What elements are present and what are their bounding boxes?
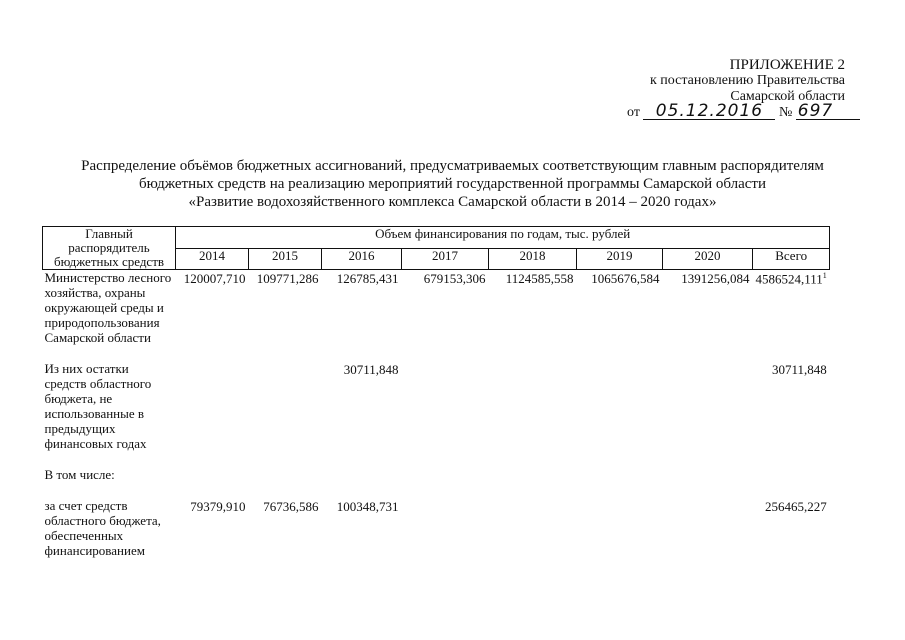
row-spacer xyxy=(43,482,830,498)
cell-value xyxy=(577,498,663,558)
cell-total: 30711,848 xyxy=(772,362,827,377)
decree-number: 697 xyxy=(796,104,860,120)
row-label: за счет средств областного бюджета, обеспеченных финансированием xyxy=(44,498,161,558)
title-line-2: бюджетных средств на реализацию мероприятий государственной программы Самарской области xyxy=(139,176,766,192)
cell-value: 679153,306 xyxy=(423,271,486,286)
row-spacer xyxy=(43,345,830,361)
title-line-3: «Развитие водохозяйственного комплекса Самарской области в 2014 – 2020 годах» xyxy=(188,194,717,210)
header-distributor: Главный распорядитель бюджетных средств xyxy=(43,227,176,270)
year-header: 2017 xyxy=(402,248,489,270)
cell-value xyxy=(577,361,663,451)
cell-value xyxy=(663,498,753,558)
cell-value xyxy=(489,498,577,558)
appendix-title: ПРИЛОЖЕНИЕ 2 xyxy=(729,57,845,73)
table-row xyxy=(43,467,830,482)
year-header: 2020 xyxy=(663,248,753,270)
appendix-region: Самарской области xyxy=(730,89,845,104)
table-row xyxy=(43,361,830,451)
cell-value xyxy=(663,361,753,451)
row-spacer xyxy=(43,451,830,467)
from-label: от xyxy=(627,105,640,120)
year-header: 2014 xyxy=(176,248,249,270)
row-label: В том числе: xyxy=(44,467,115,482)
decree-date: 05.12.2016 xyxy=(643,104,775,120)
cell-value xyxy=(249,361,322,451)
cell-value: 120007,710 xyxy=(183,271,246,286)
year-header: 2018 xyxy=(489,248,577,270)
cell-value xyxy=(402,361,489,451)
cell-value: 1124585,558 xyxy=(505,271,574,286)
cell-value xyxy=(489,361,577,451)
document-title xyxy=(30,157,875,211)
row-label: Из них остатки средств областного бюджета, не использованные в предыдущих финансовых годах xyxy=(44,361,152,451)
appendix-decree: к постановлению Правительства xyxy=(649,73,845,88)
title-line-1: Распределение объёмов бюджетных ассигнований, предусматриваемых соответствующим главным распорядителям xyxy=(81,158,824,174)
footnote-mark: 1 xyxy=(822,271,827,280)
cell-value: 1391256,084 xyxy=(681,271,750,286)
year-header: 2015 xyxy=(249,248,322,270)
decree-date-line xyxy=(627,101,860,121)
row-empty xyxy=(176,467,830,482)
cell-value: 126785,431 xyxy=(336,271,399,286)
table-row xyxy=(43,270,830,346)
row-label: Министерство лесного хозяйства, охраны окружающей среды и природопользования Самарской области xyxy=(44,270,172,345)
cell-value xyxy=(176,361,249,451)
total-header: Всего xyxy=(753,248,830,270)
header-financing: Объем финансирования по годам, тыс. рублей xyxy=(176,227,830,249)
table-row xyxy=(43,498,830,558)
year-header: 2019 xyxy=(577,248,663,270)
cell-value xyxy=(402,498,489,558)
total-value: 4586524,111 xyxy=(755,271,823,287)
cell-total: 256465,227 xyxy=(765,499,827,514)
budget-table xyxy=(42,226,830,558)
cell-value: 76736,586 xyxy=(263,499,319,514)
cell-total xyxy=(753,270,830,346)
cell-value: 109771,286 xyxy=(256,271,319,286)
number-label: № xyxy=(778,105,793,120)
cell-value: 79379,910 xyxy=(190,499,246,514)
cell-value: 1065676,584 xyxy=(591,271,660,286)
cell-value: 100348,731 xyxy=(336,499,399,514)
appendix-block xyxy=(650,57,845,105)
cell-value: 30711,848 xyxy=(343,362,399,377)
year-header: 2016 xyxy=(322,248,402,270)
